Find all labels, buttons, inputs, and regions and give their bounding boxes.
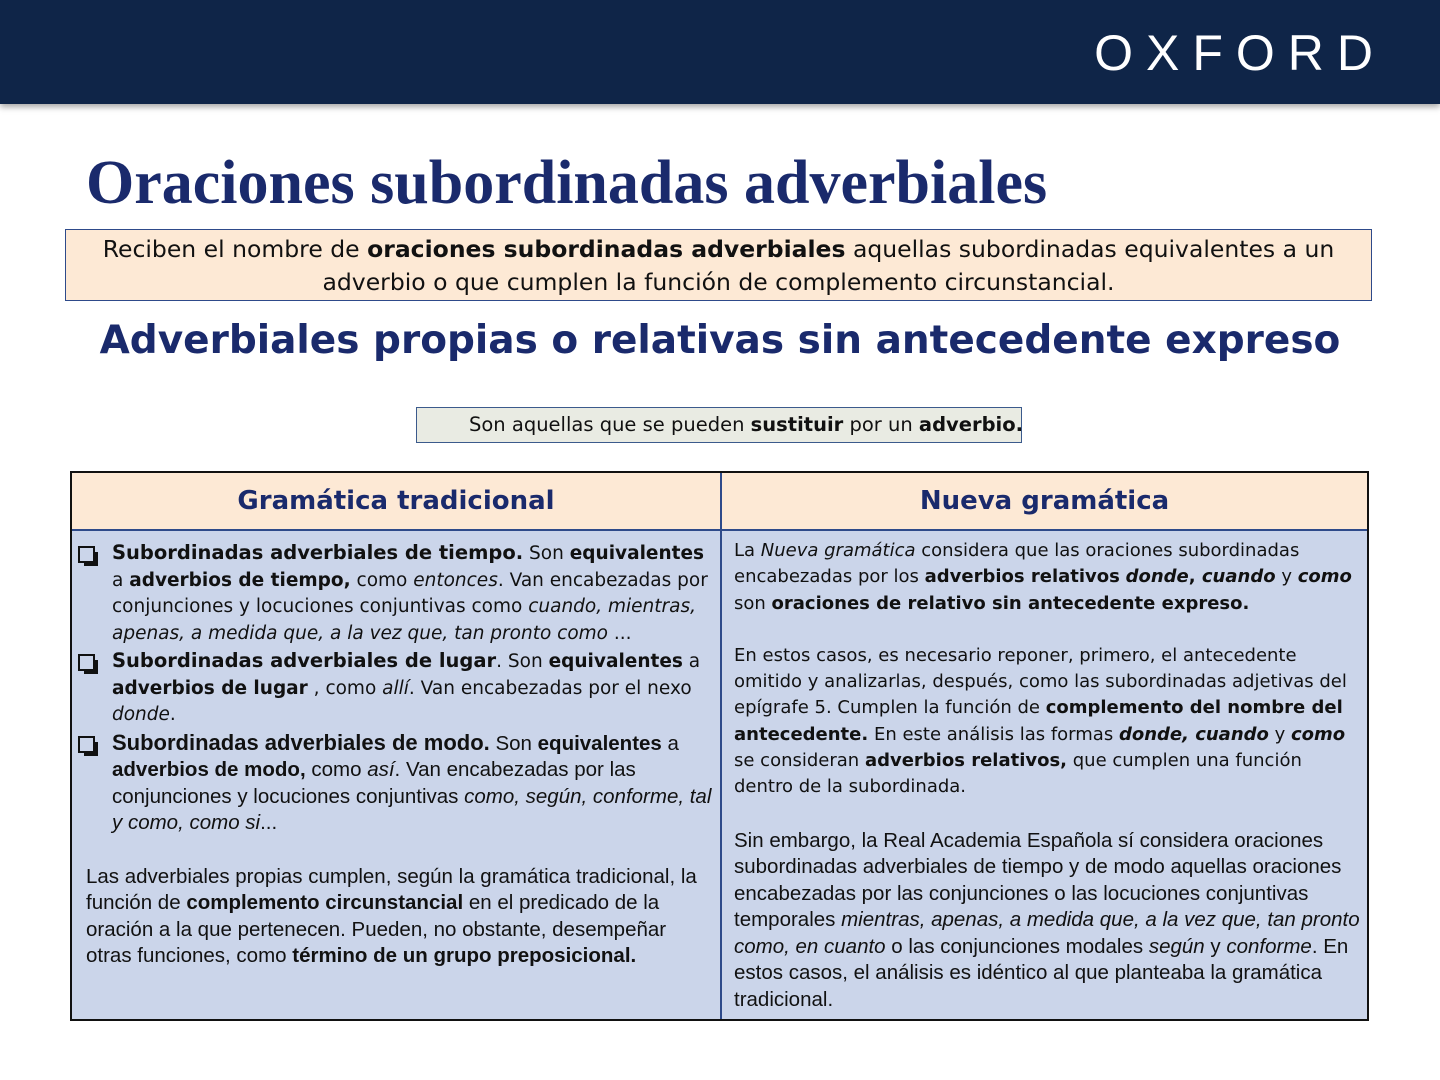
p3-italic-1: mientras, apenas, a medida que, a la vez que, tan pronto como, en cuanto [734,908,1360,958]
checkbox-bullet-icon [78,736,95,753]
summary-bold-1: complemento circunstancial [186,891,464,914]
lugar-bold-3: adverbios de lugar [112,677,308,699]
p1-bold-3: oraciones de relativo sin antecedente expreso. [771,592,1250,614]
header-bar [0,0,1440,104]
definition-text-2: aquellas subordinadas equivalentes a un adverbio o que cumplen la función de complemento circunstancial. [322,235,1335,296]
list-item-tiempo [72,540,718,647]
p2-text-2: En este análisis las formas [868,723,1119,745]
p3-italic-2: según [1148,934,1205,958]
lugar-italic-2: donde [112,704,170,725]
lugar-italic-1: allí [382,677,409,699]
p1-bold-italic-3: como [1297,566,1352,588]
tiempo-bold-2: equivalentes [569,543,705,564]
modo-italic-2: como, según, conforme, tal y como, como si [112,784,712,834]
note-text-1: Son aquellas que se pueden [469,413,751,436]
traditional-summary-paragraph [72,864,718,970]
modo-bold-3: adverbios de modo, [112,758,306,781]
new-grammar-paragraph-1 [734,538,1362,617]
comparison-table [70,471,1369,1021]
tiempo-text-5: ... [607,622,632,644]
column-header-traditional: Gramática tradicional [237,486,555,516]
modo-text-1: Son [489,731,538,755]
traditional-column [72,531,718,970]
p1-italic-1: Nueva gramática [760,540,916,561]
note-text-2: por un [843,413,919,436]
section-subtitle: Adverbiales propias o relativas sin antecedente expreso [99,318,1341,363]
tiempo-bold-3: adverbios de tiempo, [129,569,351,591]
definition-text-1: Reciben el nombre de [102,235,368,263]
list-item-lugar [72,648,718,729]
new-grammar-paragraph-3 [734,828,1362,1014]
tiempo-text-1: Son [523,543,570,564]
column-divider [720,473,722,1019]
lugar-text-4: . Van encabezadas por el nexo [408,677,692,699]
checkbox-bullet-icon [78,546,95,563]
lugar-heading: Subordinadas adverbiales de lugar [112,649,497,672]
p2-text-3: y [1268,723,1292,745]
p3-text-2: o las conjunciones modales [885,934,1149,958]
p1-bold-italic-1: donde [1125,566,1189,588]
new-grammar-column [734,531,1362,1013]
modo-text-4: . Van encabezadas por las conjunciones y locuciones conjuntivas [112,758,636,808]
p1-bold-italic-2: cuando [1201,566,1276,588]
oxford-logo: OXFORD [1094,25,1386,81]
note-box [416,407,1022,443]
modo-bold-2: equivalentes [537,731,662,755]
p3-italic-3: conforme [1226,934,1312,958]
p3-text-1: Sin embargo, la Real Academia Española sí considera oraciones subordinadas adverbiales de tiempo y de modo aquellas oraciones encabezadas por las conjunciones o las locuciones conjuntivas temporales [734,828,1342,932]
modo-heading: Subordinadas adverbiales de modo. [112,729,490,755]
column-header-new: Nueva gramática [919,486,1170,516]
lugar-bold-2: equivalentes [548,651,683,672]
p2-text-5: que cumplen una función dentro de la subordinada. [734,750,1302,798]
summary-text-2: en el predicado de la oración a la que pertenecen. Pueden, no obstante, desempeñar otras funciones, como [86,891,667,967]
p2-bold-italic-1: donde, cuando [1118,723,1269,745]
tiempo-text-3: como [350,569,414,591]
tiempo-text-4: . Van encabezadas por conjunciones y locuciones conjuntivas como [112,569,708,617]
p3-text-3: y [1204,934,1227,958]
lugar-text-5: . [169,704,176,725]
new-grammar-paragraph-2 [734,643,1362,801]
p2-bold-1: complemento del nombre del antecedente. [734,697,1343,745]
lugar-text-1: . Son [496,651,549,672]
definition-box [65,229,1372,301]
p1-text-4: y [1275,566,1298,588]
page-title: Oraciones subordinadas adverbiales [86,149,1048,217]
modo-text-2: a [661,731,679,755]
note-bold-2: adverbio. [918,413,1024,436]
p2-text-4: se consideran [734,750,865,772]
p1-text-5: son [734,592,772,614]
lugar-text-3: , como [307,677,383,699]
p2-text-1: En estos casos, es necesario reponer, primero, el antecedente omitido y analizarlas, después, como las subordinadas adjetivas del epígrafe 5. Cumplen la función de [734,644,1347,719]
lugar-text-2: a [682,651,701,672]
definition-bold-term: oraciones subordinadas adverbiales [367,235,846,263]
tiempo-italic-2: cuando, mientras, apenas, a medida que, a la vez que, tan pronto como [112,596,696,644]
modo-italic-1: así [367,758,395,781]
checkbox-bullet-icon [78,654,95,671]
p1-bold-1: adverbios relativos [924,566,1120,588]
p1-text-2: considera que las oraciones subordinadas encabezadas por los [734,540,1300,588]
summary-text-1: Las adverbiales propias cumplen, según la gramática tradicional, la función de [86,864,697,914]
list-item-modo [72,730,718,837]
p1-bold-2: , [1188,566,1202,588]
modo-text-3: como [305,758,368,781]
p3-text-4: . En estos casos, el análisis es idéntico al que planteaba la gramática tradicional. [734,934,1349,1011]
tiempo-text-2: a [112,569,130,591]
tiempo-heading: Subordinadas adverbiales de tiempo. [112,541,524,564]
p2-bold-2: adverbios relativos, [864,750,1068,772]
modo-text-5: ... [260,811,278,834]
summary-bold-2: término de un grupo preposicional. [292,944,637,967]
note-bold-1: sustituir [750,413,844,436]
tiempo-italic-1: entonces [413,569,498,591]
p2-bold-italic-2: como [1291,723,1346,745]
p1-text-1: La [734,540,761,561]
